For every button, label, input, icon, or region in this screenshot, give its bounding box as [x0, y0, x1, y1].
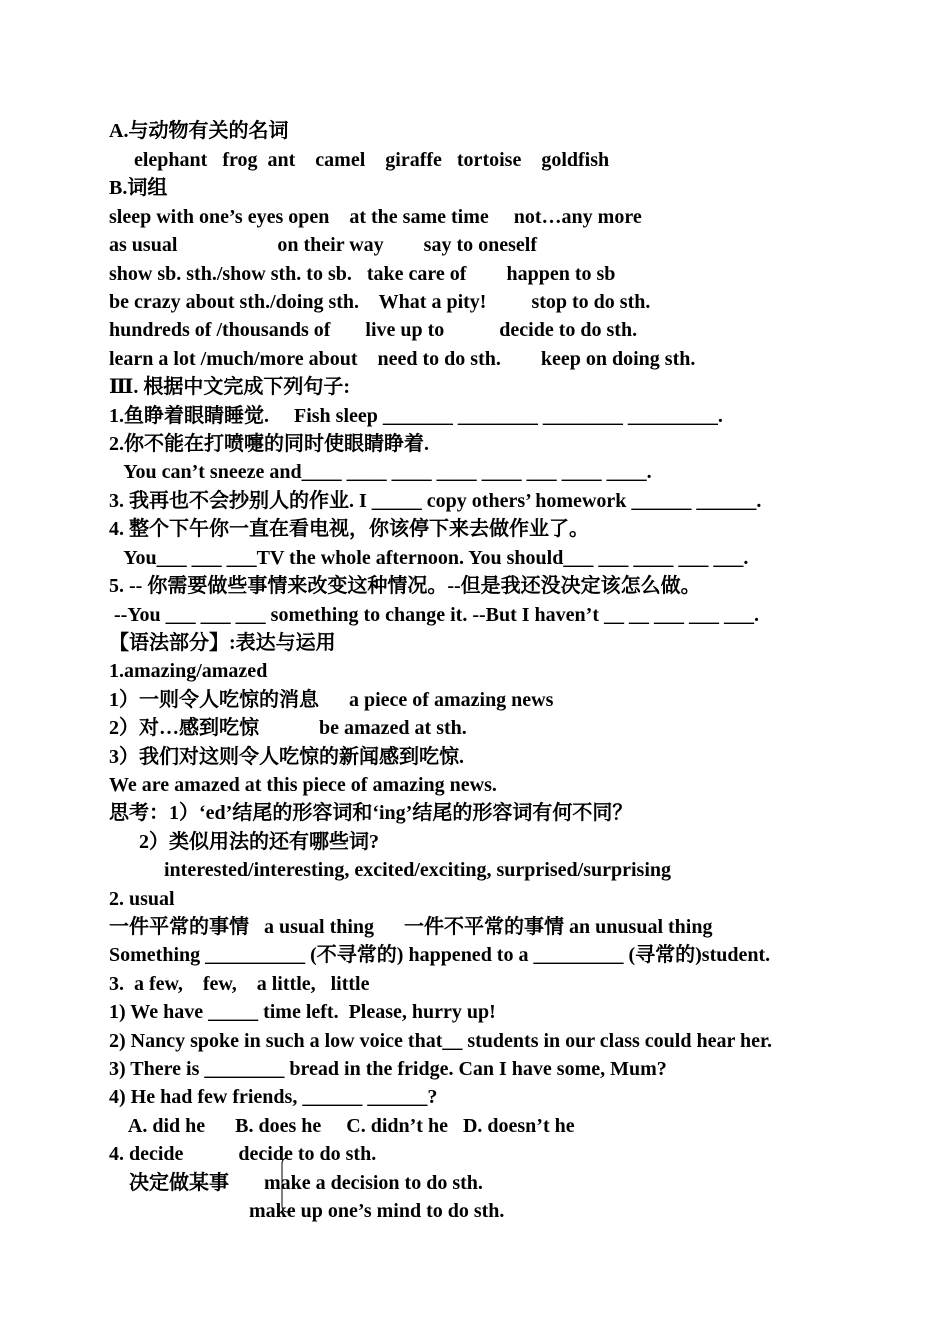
grammar-line: 1.amazing/amazed	[109, 660, 268, 682]
grammar-line: 3）我们对这则令人吃惊的新闻感到吃惊.	[109, 746, 464, 768]
grammar-line: 2. usual	[109, 888, 175, 910]
grammar-line: 3) There is ________ bread in the fridge. Can I have some, Mum?	[109, 1058, 667, 1080]
section-a-heading: A.与动物有关的名词	[109, 120, 289, 142]
grammar-line: 决定做某事 make a decision to do sth.	[109, 1172, 483, 1194]
grammar-line: 2) Nancy spoke in such a low voice that__ students in our class could hear her.	[109, 1030, 773, 1052]
grammar-line: make up one’s mind to do sth.	[109, 1200, 505, 1222]
grammar-line: We are amazed at this piece of amazing news.	[109, 774, 497, 796]
phrase-line: be crazy about sth./doing sth. What a pity! stop to do sth.	[109, 291, 651, 313]
answer-options: A. did he B. does he C. didn’t he D. doesn’t he	[109, 1115, 575, 1137]
section-3-heading: Ⅲ. 根据中文完成下列句子:	[109, 376, 351, 398]
grammar-line: 1) We have _____ time left. Please, hurry up!	[109, 1001, 496, 1023]
grammar-line: 3. a few, few, a little, little	[109, 973, 370, 995]
grammar-line: 2）类似用法的还有哪些词?	[109, 831, 379, 853]
phrase-line: as usual on their way say to oneself	[109, 234, 537, 256]
grammar-line: 思考：1）‘ed’结尾的形容词和‘ing’结尾的形容词有何不同？	[109, 802, 633, 824]
animal-words: elephant frog ant camel giraffe tortoise goldfish	[109, 149, 610, 171]
bracket-connector	[278, 1156, 290, 1214]
exercise-line: 3. 我再也不会抄别人的作业. I _____ copy others’ homework ______ ______.	[109, 490, 762, 512]
exercise-line: You can’t sneeze and____ ____ ____ ____ ____ ___ ____ ____.	[109, 461, 652, 483]
phrase-line: show sb. sth./show sth. to sb. take care of happen to sb	[109, 263, 616, 285]
exercise-line: You___ ___ ___TV the whole afternoon. You should___ ___ ____ ___ ___.	[109, 547, 749, 569]
exercise-line: 2.你不能在打喷嚏的同时使眼睛睁着.	[109, 433, 429, 455]
grammar-line: interested/interesting, excited/exciting, surprised/surprising	[109, 859, 672, 881]
phrase-line: hundreds of /thousands of live up to decide to do sth.	[109, 319, 638, 341]
grammar-line: 一件平常的事情 a usual thing 一件不平常的事情 an unusual thing	[109, 916, 713, 938]
grammar-line: 1）一则令人吃惊的消息 a piece of amazing news	[109, 689, 554, 711]
section-b-heading: B.词组	[109, 177, 168, 199]
grammar-heading: 【语法部分】:表达与运用	[109, 632, 336, 654]
exercise-line: 1.鱼睁着眼睛睡觉. Fish sleep _______ ________ ________ _________.	[109, 405, 723, 427]
grammar-line: 2）对…感到吃惊 be amazed at sth.	[109, 717, 467, 739]
phrase-line: learn a lot /much/more about need to do sth. keep on doing sth.	[109, 348, 696, 370]
exercise-line: 5. -- 你需要做些事情来改变这种情况。--但是我还没决定该怎么做。	[109, 575, 701, 597]
phrase-line: sleep with one’s eyes open at the same time not…any more	[109, 206, 642, 228]
grammar-line: Something __________ (不寻常的) happened to a _________ (寻常的)student.	[109, 944, 771, 966]
grammar-line: 4. decide decide to do sth.	[109, 1143, 377, 1165]
exercise-line: 4. 整个下午你一直在看电视，你该停下来去做作业了。	[109, 518, 589, 540]
exercise-line: --You ___ ___ ___ something to change it. --But I haven’t __ __ ___ ___ ___.	[109, 604, 759, 626]
grammar-line: 4) He had few friends, ______ ______?	[109, 1086, 438, 1108]
